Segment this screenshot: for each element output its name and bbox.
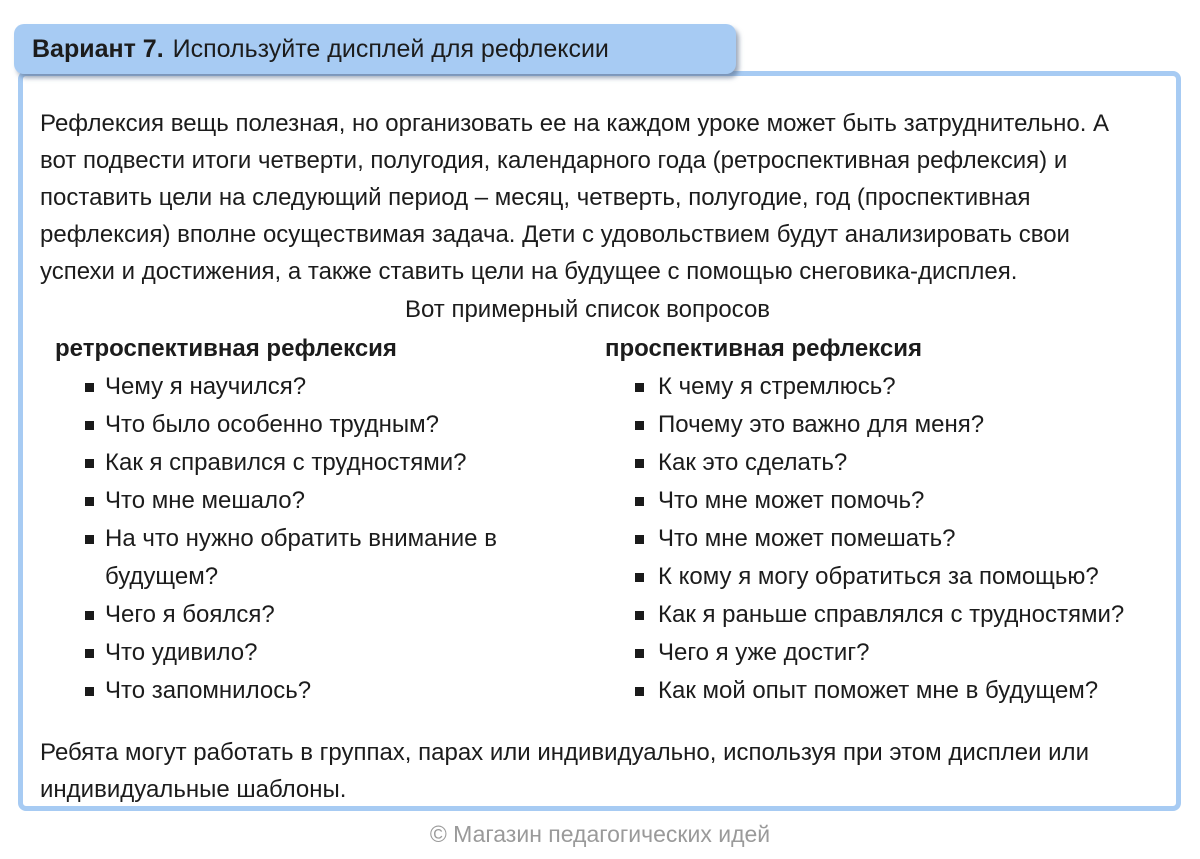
list-item <box>40 596 595 634</box>
question-text: Что мне мешало? <box>105 487 305 514</box>
list-item <box>595 596 1135 634</box>
bullet-square-icon <box>85 687 94 696</box>
list-item <box>595 634 1135 672</box>
list-item <box>40 672 595 710</box>
bullet-square-icon <box>635 611 644 620</box>
question-text: Что мне может помешать? <box>658 525 956 552</box>
question-text: Что удивило? <box>105 639 258 666</box>
bullet-square-icon <box>635 497 644 506</box>
question-text: Чему я научился? <box>105 373 307 400</box>
prospective-question-list <box>595 368 1135 710</box>
outro-paragraph: Ребята могут работать в группах, парах или индивидуально, используя при этом дисплеи или индивидуальные шаблоны. <box>40 739 1089 803</box>
variant-number-label: Вариант 7. <box>32 34 164 63</box>
question-text: К кому я могу обратиться за помощью? <box>658 563 1099 590</box>
bullet-square-icon <box>85 649 94 658</box>
variant-title: Используйте дисплей для рефлексии <box>172 34 609 63</box>
question-text: Как я раньше справлялся с трудностями? <box>658 601 1125 628</box>
question-text: К чему я стремлюсь? <box>658 373 896 400</box>
question-text: Что запомнилось? <box>105 677 312 704</box>
question-text: Почему это важно для меня? <box>658 411 985 438</box>
question-columns <box>40 332 1135 710</box>
list-item <box>595 558 1135 596</box>
question-text: Чего я боялся? <box>105 601 275 628</box>
bullet-square-icon <box>85 497 94 506</box>
variant-header-tab <box>14 24 736 74</box>
list-item <box>595 368 1135 406</box>
list-item <box>40 444 595 482</box>
intro-paragraph: Рефлексия вещь полезная, но организовать ее на каждом уроке может быть затруднительно. А вот подвести итоги четверти, полугодия, календарного года (ретроспективная рефлексия) и поставить цели на следующий период – месяц, четверть, полугодие, год (проспективная рефлексия) вполне осуществимая задача. Дети с удовольствием будут анализировать свои успехи и достижения, а также ставить цели на будущее с помощью снеговика-дисплея. <box>40 110 1110 285</box>
bullet-square-icon <box>85 459 94 468</box>
list-item <box>595 482 1135 520</box>
retrospective-column-title: ретроспективная рефлексия <box>55 335 397 362</box>
bullet-square-icon <box>635 649 644 658</box>
list-item <box>40 368 595 406</box>
list-item <box>40 634 595 672</box>
prospective-column-title: проспективная рефлексия <box>605 335 922 362</box>
list-item <box>40 482 595 520</box>
bullet-square-icon <box>85 383 94 392</box>
question-text: Как я справился с трудностями? <box>105 449 467 476</box>
retrospective-column <box>40 332 595 710</box>
bullet-square-icon <box>85 535 94 544</box>
list-item <box>40 520 595 596</box>
question-text: Как мой опыт поможет мне в будущем? <box>658 677 1099 704</box>
bullet-square-icon <box>85 611 94 620</box>
retrospective-question-list <box>40 368 595 710</box>
questions-heading: Вот примерный список вопросов <box>404 296 771 323</box>
question-text: Чего я уже достиг? <box>658 639 870 666</box>
bullet-square-icon <box>635 573 644 582</box>
bullet-square-icon <box>85 421 94 430</box>
question-text: Что было особенно трудным? <box>105 411 439 438</box>
list-item <box>595 672 1135 710</box>
bullet-square-icon <box>635 687 644 696</box>
bullet-square-icon <box>635 421 644 430</box>
bullet-square-icon <box>635 535 644 544</box>
content-box <box>18 71 1181 811</box>
list-item <box>595 444 1135 482</box>
copyright-footer: © Магазин педагогических идей <box>429 821 771 847</box>
question-text: Как это сделать? <box>658 449 848 476</box>
question-text: На что нужно обратить внимание в будущем? <box>105 525 497 590</box>
bullet-square-icon <box>635 383 644 392</box>
list-item <box>595 406 1135 444</box>
list-item <box>40 406 595 444</box>
question-text: Что мне может помочь? <box>658 487 925 514</box>
bullet-square-icon <box>635 459 644 468</box>
prospective-column <box>595 332 1135 710</box>
list-item <box>595 520 1135 558</box>
